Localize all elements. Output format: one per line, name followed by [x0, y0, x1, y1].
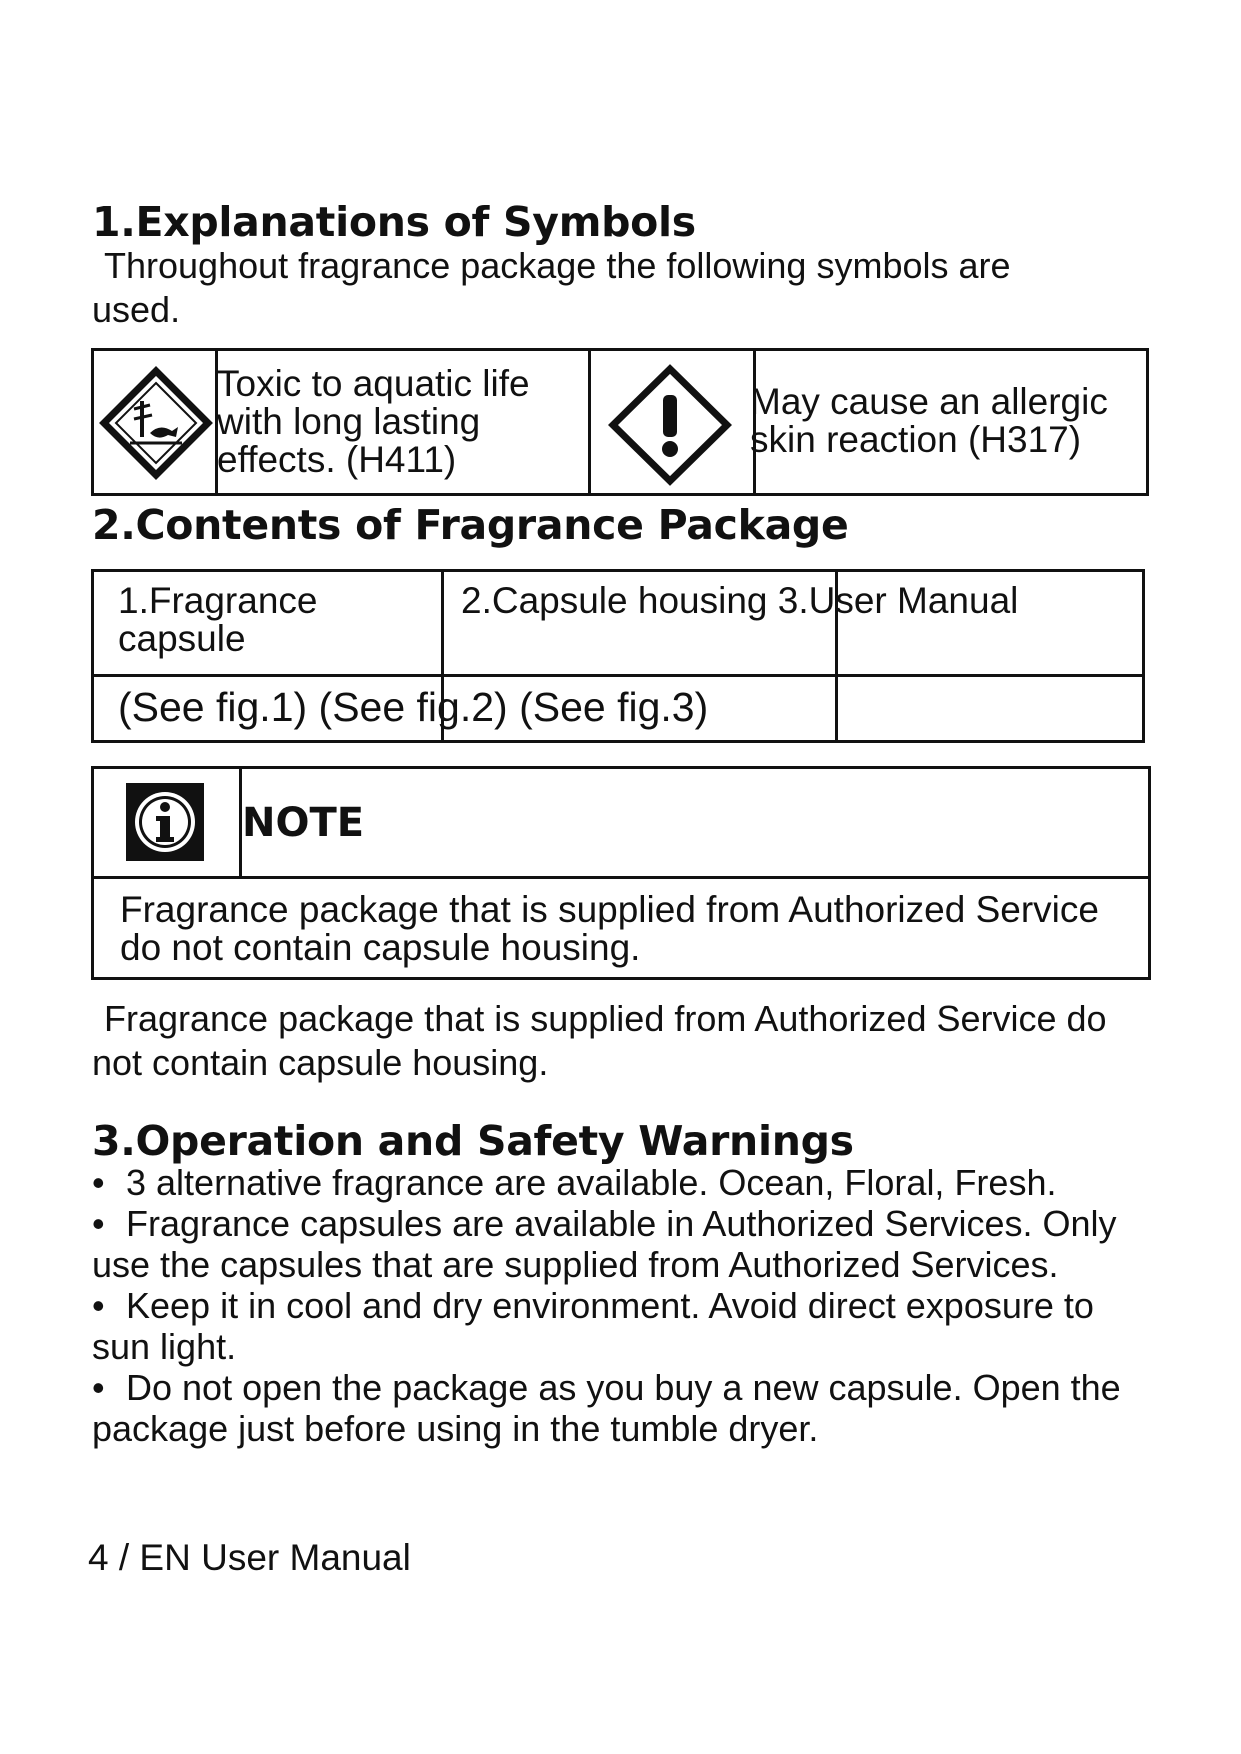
contents-item-housing-manual: 2.Capsule housing 3.User Manual — [461, 580, 1019, 621]
section1-heading: 1.Explanations of Symbols — [92, 198, 696, 246]
symbol2-description: May cause an allergic skin reaction (H317) — [750, 381, 1108, 460]
contents-item-capsule: 1.Fragrance capsule — [118, 580, 318, 659]
warning-item: • Fragrance capsules are available in Authorized Services. Only use the capsules that are supplied from Authorized Services. — [92, 1203, 1117, 1285]
section3-heading: 3.Operation and Safety Warnings — [92, 1117, 854, 1165]
warning-item: • Keep it in cool and dry environment. Avoid direct exposure to sun light. — [92, 1285, 1094, 1367]
symbol1-description: Toxic to aquatic life with long lasting effects. (H411) — [217, 363, 530, 480]
note-box — [91, 766, 1151, 980]
note-repeat-paragraph: Fragrance package that is supplied from Authorized Service do not contain capsule housing. — [92, 998, 1107, 1083]
warning-item: • 3 alternative fragrance are available. Ocean, Floral, Fresh. — [92, 1162, 1057, 1203]
warnings-list — [92, 1162, 1152, 1449]
contents-figure-references: (See fig.1) (See fig.2) (See fig.3) — [118, 684, 709, 730]
info-icon — [126, 783, 204, 861]
page-footer: 4 / EN User Manual — [88, 1537, 411, 1578]
symbols-table — [91, 348, 1149, 496]
warning-item: • Do not open the package as you buy a new capsule. Open the package just before using in the tumble dryer. — [92, 1367, 1121, 1449]
environment-hazard-icon — [98, 365, 214, 481]
exclamation-hazard-icon — [607, 363, 733, 487]
section2-heading: 2.Contents of Fragrance Package — [92, 501, 849, 549]
section1-intro: Throughout fragrance package the following symbols are used. — [92, 245, 1011, 330]
contents-table — [91, 569, 1145, 743]
note-title: NOTE — [242, 800, 365, 846]
note-body: Fragrance package that is supplied from Authorized Service do not contain capsule housing. — [120, 889, 1099, 968]
